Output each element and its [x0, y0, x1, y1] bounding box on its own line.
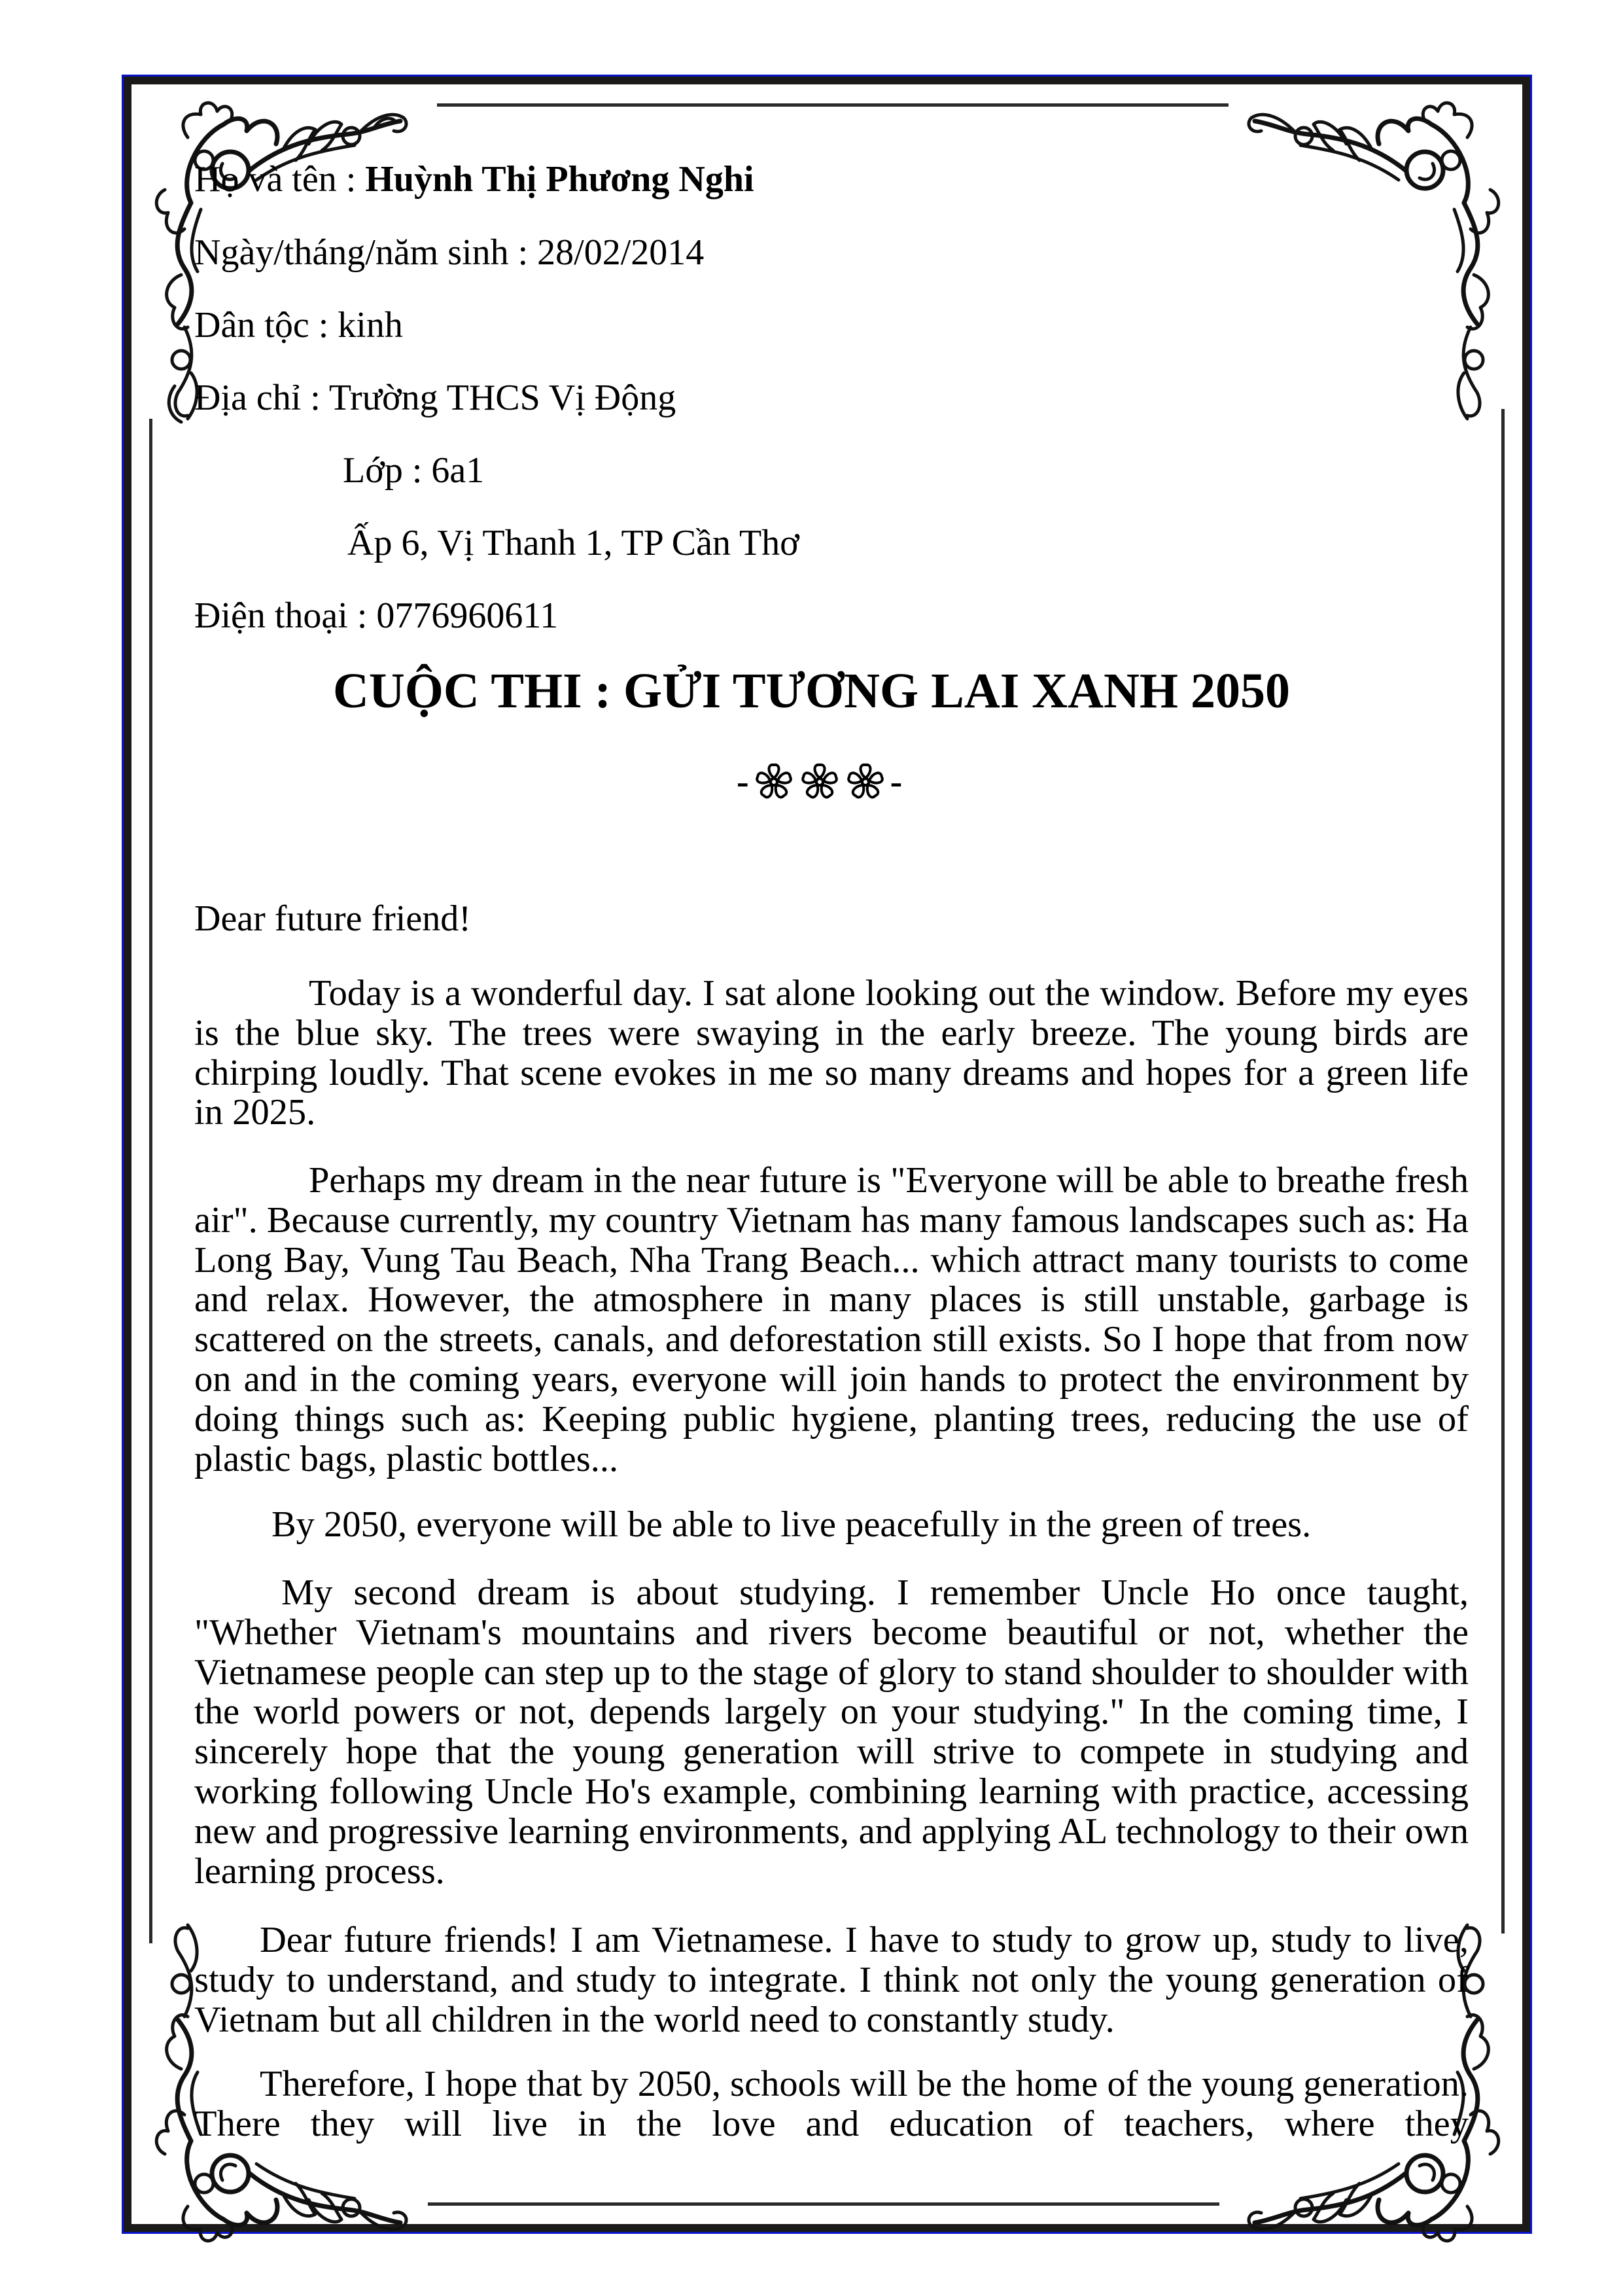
flower-icon [799, 761, 841, 803]
letter-paragraph: Therefore, I hope that by 2050, schools will be the home of the young generation. There they will live in the love and education of teachers, where they [194, 2064, 1469, 2144]
ornament-dash-right: - [890, 762, 903, 802]
contest-title: CUỘC THI : GỬI TƯƠNG LAI XANH 2050 [332, 663, 1291, 718]
phone-line: Điện thoại : 0776960611 [194, 595, 559, 636]
corner-flourish-top-right-icon [1229, 98, 1503, 465]
name-line [194, 161, 754, 198]
inner-rule-bottom [428, 2202, 1219, 2206]
ethnicity-line: Dân tộc : kinh [194, 305, 403, 345]
title-ornament [737, 759, 902, 805]
letter-paragraph-3-block [194, 1505, 1469, 1545]
name-value: Huỳnh Thị Phương Nghi [365, 159, 754, 200]
letter-paragraph-6-block [194, 2064, 1469, 2144]
flower-icon [845, 761, 886, 803]
letter-paragraph-2-block [194, 1161, 1469, 1479]
ornament-dash-left: - [737, 762, 749, 802]
letter-paragraph: Dear future friends! I am Vietnamese. I have to study to grow up, study to live, study to understand, and study to integrate. I think not only the young generation of Vietnam but all children in the world need to constantly study. [194, 1920, 1469, 2040]
class-line: Lớp : 6a1 [343, 450, 485, 491]
letter-paragraph: By 2050, everyone will be able to live peacefully in the green of trees. [271, 1504, 1312, 1545]
inner-rule-right [1501, 409, 1505, 1934]
hamlet-line: Ấp 6, Vị Thanh 1, TP Cần Thơ [347, 523, 799, 563]
letter-paragraph-5-block [194, 1920, 1469, 2040]
letter-paragraph-1-block [194, 974, 1469, 1133]
inner-rule-left [149, 419, 152, 1943]
flower-icon [753, 761, 795, 803]
address-line: Địa chỉ : Trường THCS Vị Động [194, 378, 676, 418]
letter-paragraph: Today is a wonderful day. I sat alone looking out the window. Before my eyes is the blue sky. The trees were swaying in the early breeze. The young birds are chirping loudly. That scene evokes in me so many dreams and hopes for a green life in 2025. [194, 973, 1469, 1133]
name-label: Họ và tên : [194, 159, 366, 200]
dob-line: Ngày/tháng/năm sinh : 28/02/2014 [194, 232, 705, 273]
inner-rule-top [437, 103, 1229, 107]
letter-paragraph: Perhaps my dream in the near future is "Everyone will be able to breathe fresh air". Because currently, my country Vietnam has many famous landscapes such as: Ha Long Bay, Vung Tau Beach, Nha Trang Beach... which attract many tourists to come and relax. However, the atmosphere in many places is still unstable, garbage is scattered on the streets, canals, and deforestation still exists. So I hope that from now on and in the coming years, everyone will join hands to protect the environment by doing things such as: Keeping public hygiene, planting trees, reducing the use of plastic bags, plastic bottles... [194, 1160, 1469, 1479]
greeting: Dear future friend! [194, 898, 471, 939]
letter-paragraph-4-block [194, 1573, 1469, 1891]
letter-paragraph: My second dream is about studying. I remember Uncle Ho once taught, "Whether Vietnam's mountains and rivers become beautiful or not, whether the Vietnamese people can step up to the stage of glory to stand shoulder to shoulder with the world powers or not, depends largely on your studying." In the coming time, I sincerely hope that the young generation will strive to compete in studying and working following Uncle Ho's example, combining learning with practice, accessing new and progressive learning environments, and applying AL technology to their own learning process. [194, 1572, 1469, 1892]
